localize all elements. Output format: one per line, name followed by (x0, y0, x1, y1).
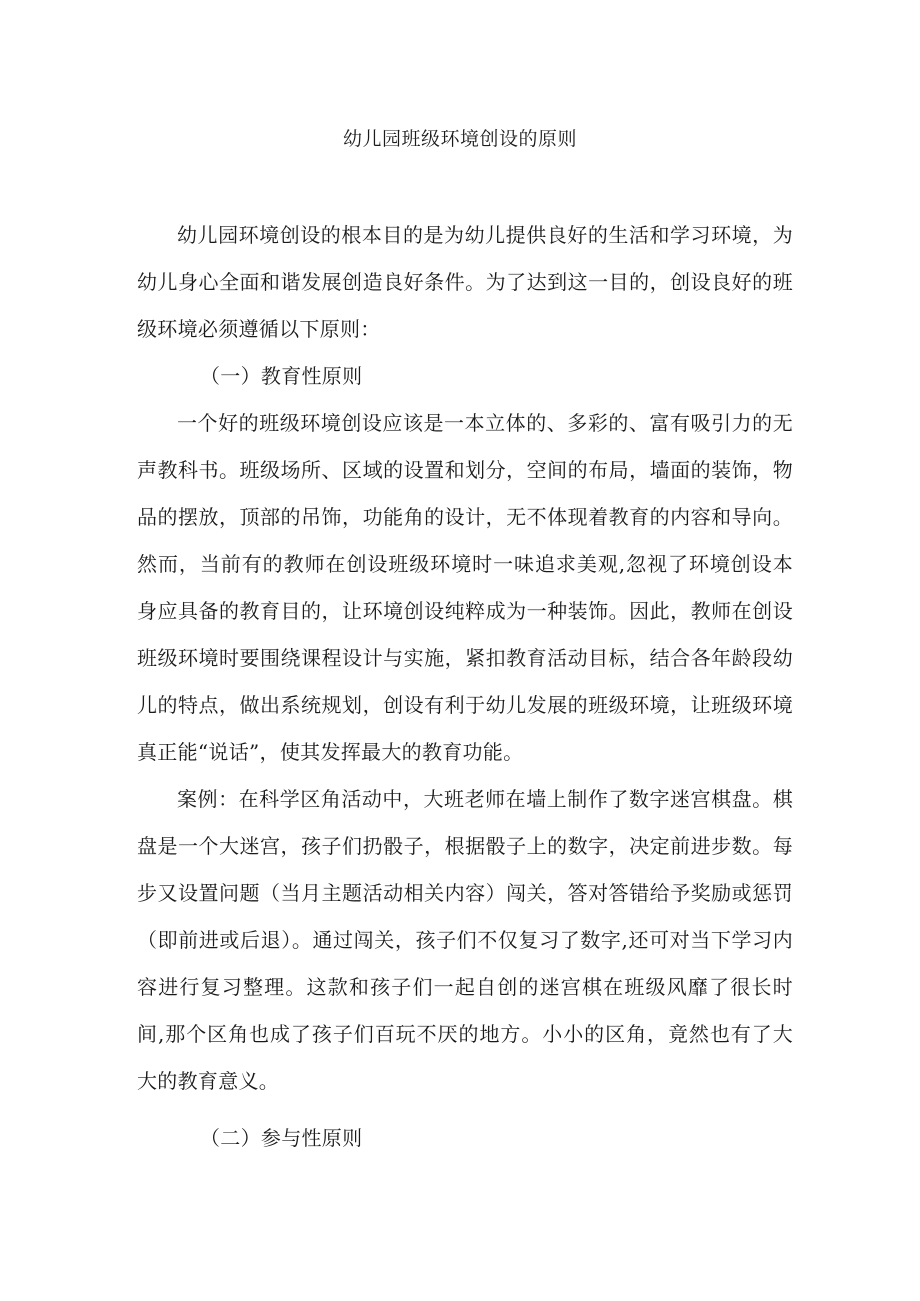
section-heading-participation: （二）参与性原则 (200, 1126, 363, 1150)
educational-principle-paragraph: 一个好的班级环境创设应该是一本立体的、多彩的、富有吸引力的无声教科书。班级场所、区域的设置和划分，空间的布局，墙面的装饰，物品的摆放，顶部的吊饰，功能角的设计，无不体现着教育的内容和导向。然而，当前有的教师在创设班级环境时一味追求美观,忽视了环境创设本身应具备的教育目的，让环境创设纯粹成为一种装饰。因此，教师在创设班级环境时要围绕课程设计与实施，紧扣教育活动目标，结合各年龄段幼儿的特点，做出系统规划，创设有利于幼儿发展的班级环境，让班级环境真正能“说话”，使其发挥最大的教育功能。 (137, 411, 793, 764)
case-paragraph: 案例：在科学区角活动中，大班老师在墙上制作了数字迷宫棋盘。棋盘是一个大迷宫，孩子们扔骰子，根据骰子上的数字，决定前进步数。每步又设置问题（当月主题活动相关内容）闯关，答对答错给予奖励或惩罚（即前进或后退）。通过闯关，孩子们不仅复习了数字,还可对当下学习内容进行复习整理。这款和孩子们一起自创的迷宫棋在班级风靡了很长时间,那个区角也成了孩子们百玩不厌的地方。小小的区角，竟然也有了大大的教育意义。 (137, 787, 793, 1093)
document-body (137, 212, 793, 1162)
document-title: 幼儿园班级环境创设的原则 (342, 128, 577, 150)
section-heading-educational: （一）教育性原则 (200, 364, 363, 388)
intro-paragraph: 幼儿园环境创设的根本目的是为幼儿提供良好的生活和学习环境，为幼儿身心全面和谐发展创造良好条件。为了达到这一目的，创设良好的班级环境必须遵循以下原则： (137, 223, 793, 341)
